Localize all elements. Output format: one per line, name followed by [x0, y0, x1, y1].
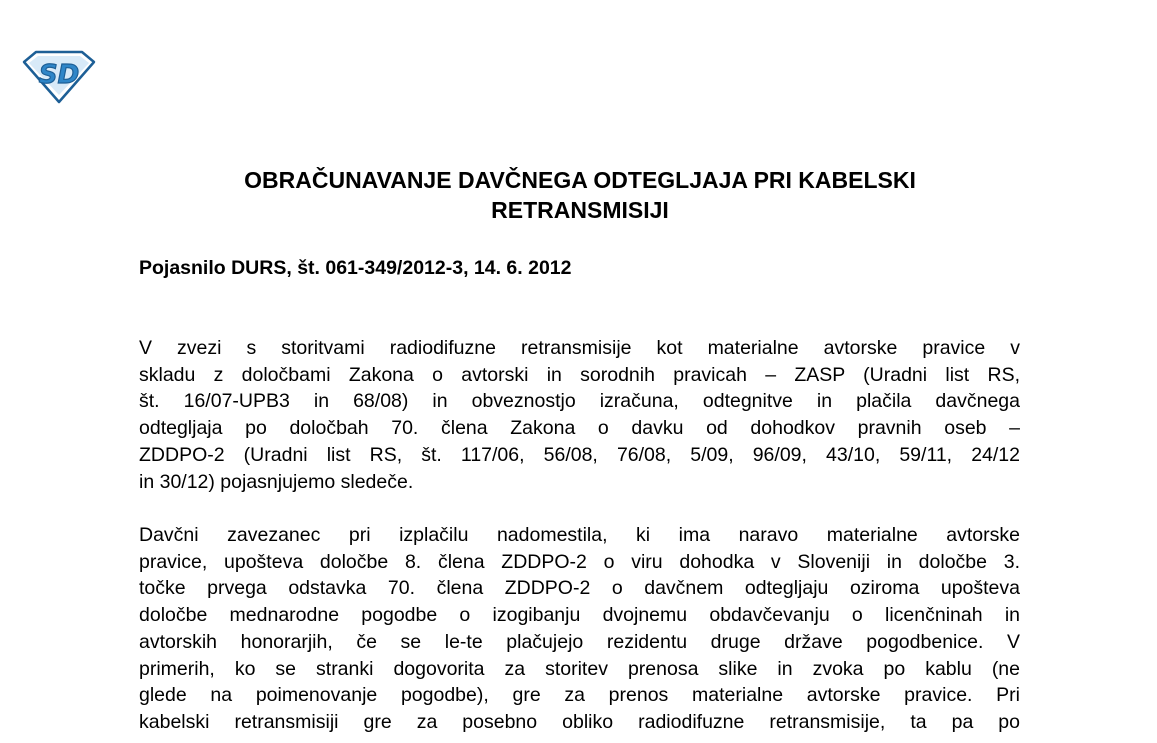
document-subtitle: Pojasnilo DURS, št. 061-349/2012-3, 14. 6. 2012: [139, 257, 572, 279]
paragraph-line: točke prvega odstavka 70. člena ZDDPO-2 o davčnem odtegljaju oziroma upošteva: [139, 577, 1020, 600]
paragraph-line: in 30/12) pojasnjujemo sledeče.: [139, 470, 414, 493]
logo-text: SD: [38, 60, 80, 90]
paragraph-line: pravice, upošteva določbe 8. člena ZDDPO-2 o viru dohodka v Sloveniji in določbe 3.: [139, 550, 1020, 573]
paragraph-line: št. 16/07-UPB3 in 68/08) in obveznostjo izračuna, odtegnitve in plačila davčnega: [139, 390, 1020, 413]
paragraph-line: avtorskih honorarjih, če se le-te plačujejo rezidentu druge države pogodbenice. V: [139, 630, 1020, 653]
sd-logo: [22, 50, 96, 104]
title-line-2: RETRANSMISIJI: [491, 197, 669, 223]
paragraph-line: primerih, ko se stranki dogovorita za storitev prenosa slike in zvoka po kablu (ne: [139, 657, 1020, 680]
title-line-1: OBRAČUNAVANJE DAVČNEGA ODTEGLJAJA PRI KABELSKI: [244, 167, 916, 193]
paragraph-line: skladu z določbami Zakona o avtorski in sorodnih pravicah – ZASP (Uradni list RS,: [139, 363, 1020, 386]
paragraph-line: ZDDPO-2 (Uradni list RS, št. 117/06, 56/08, 76/08, 5/09, 96/09, 43/10, 59/11, 24/12: [139, 443, 1020, 466]
paragraph-1: [139, 335, 1020, 495]
document-title: [140, 165, 1020, 225]
paragraph-2: [139, 522, 1020, 736]
paragraph-line: V zvezi s storitvami radiodifuzne retransmisije kot materialne avtorske pravice v: [139, 337, 1020, 359]
paragraph-line: Davčni zavezanec pri izplačilu nadomestila, ki ima naravo materialne avtorske: [139, 524, 1020, 546]
paragraph-line: kabelski retransmisiji gre za posebno obliko radiodifuzne retransmisije, ta pa po: [139, 710, 1020, 733]
paragraph-line: glede na poimenovanje pogodbe), gre za prenos materialne avtorske pravice. Pri: [139, 684, 1020, 707]
paragraph-line: odtegljaja po določbah 70. člena Zakona o davku od dohodkov pravnih oseb –: [139, 417, 1020, 440]
paragraph-line: določbe mednarodne pogodbe o izogibanju dvojnemu obdavčevanju o licenčninah in: [139, 604, 1020, 627]
